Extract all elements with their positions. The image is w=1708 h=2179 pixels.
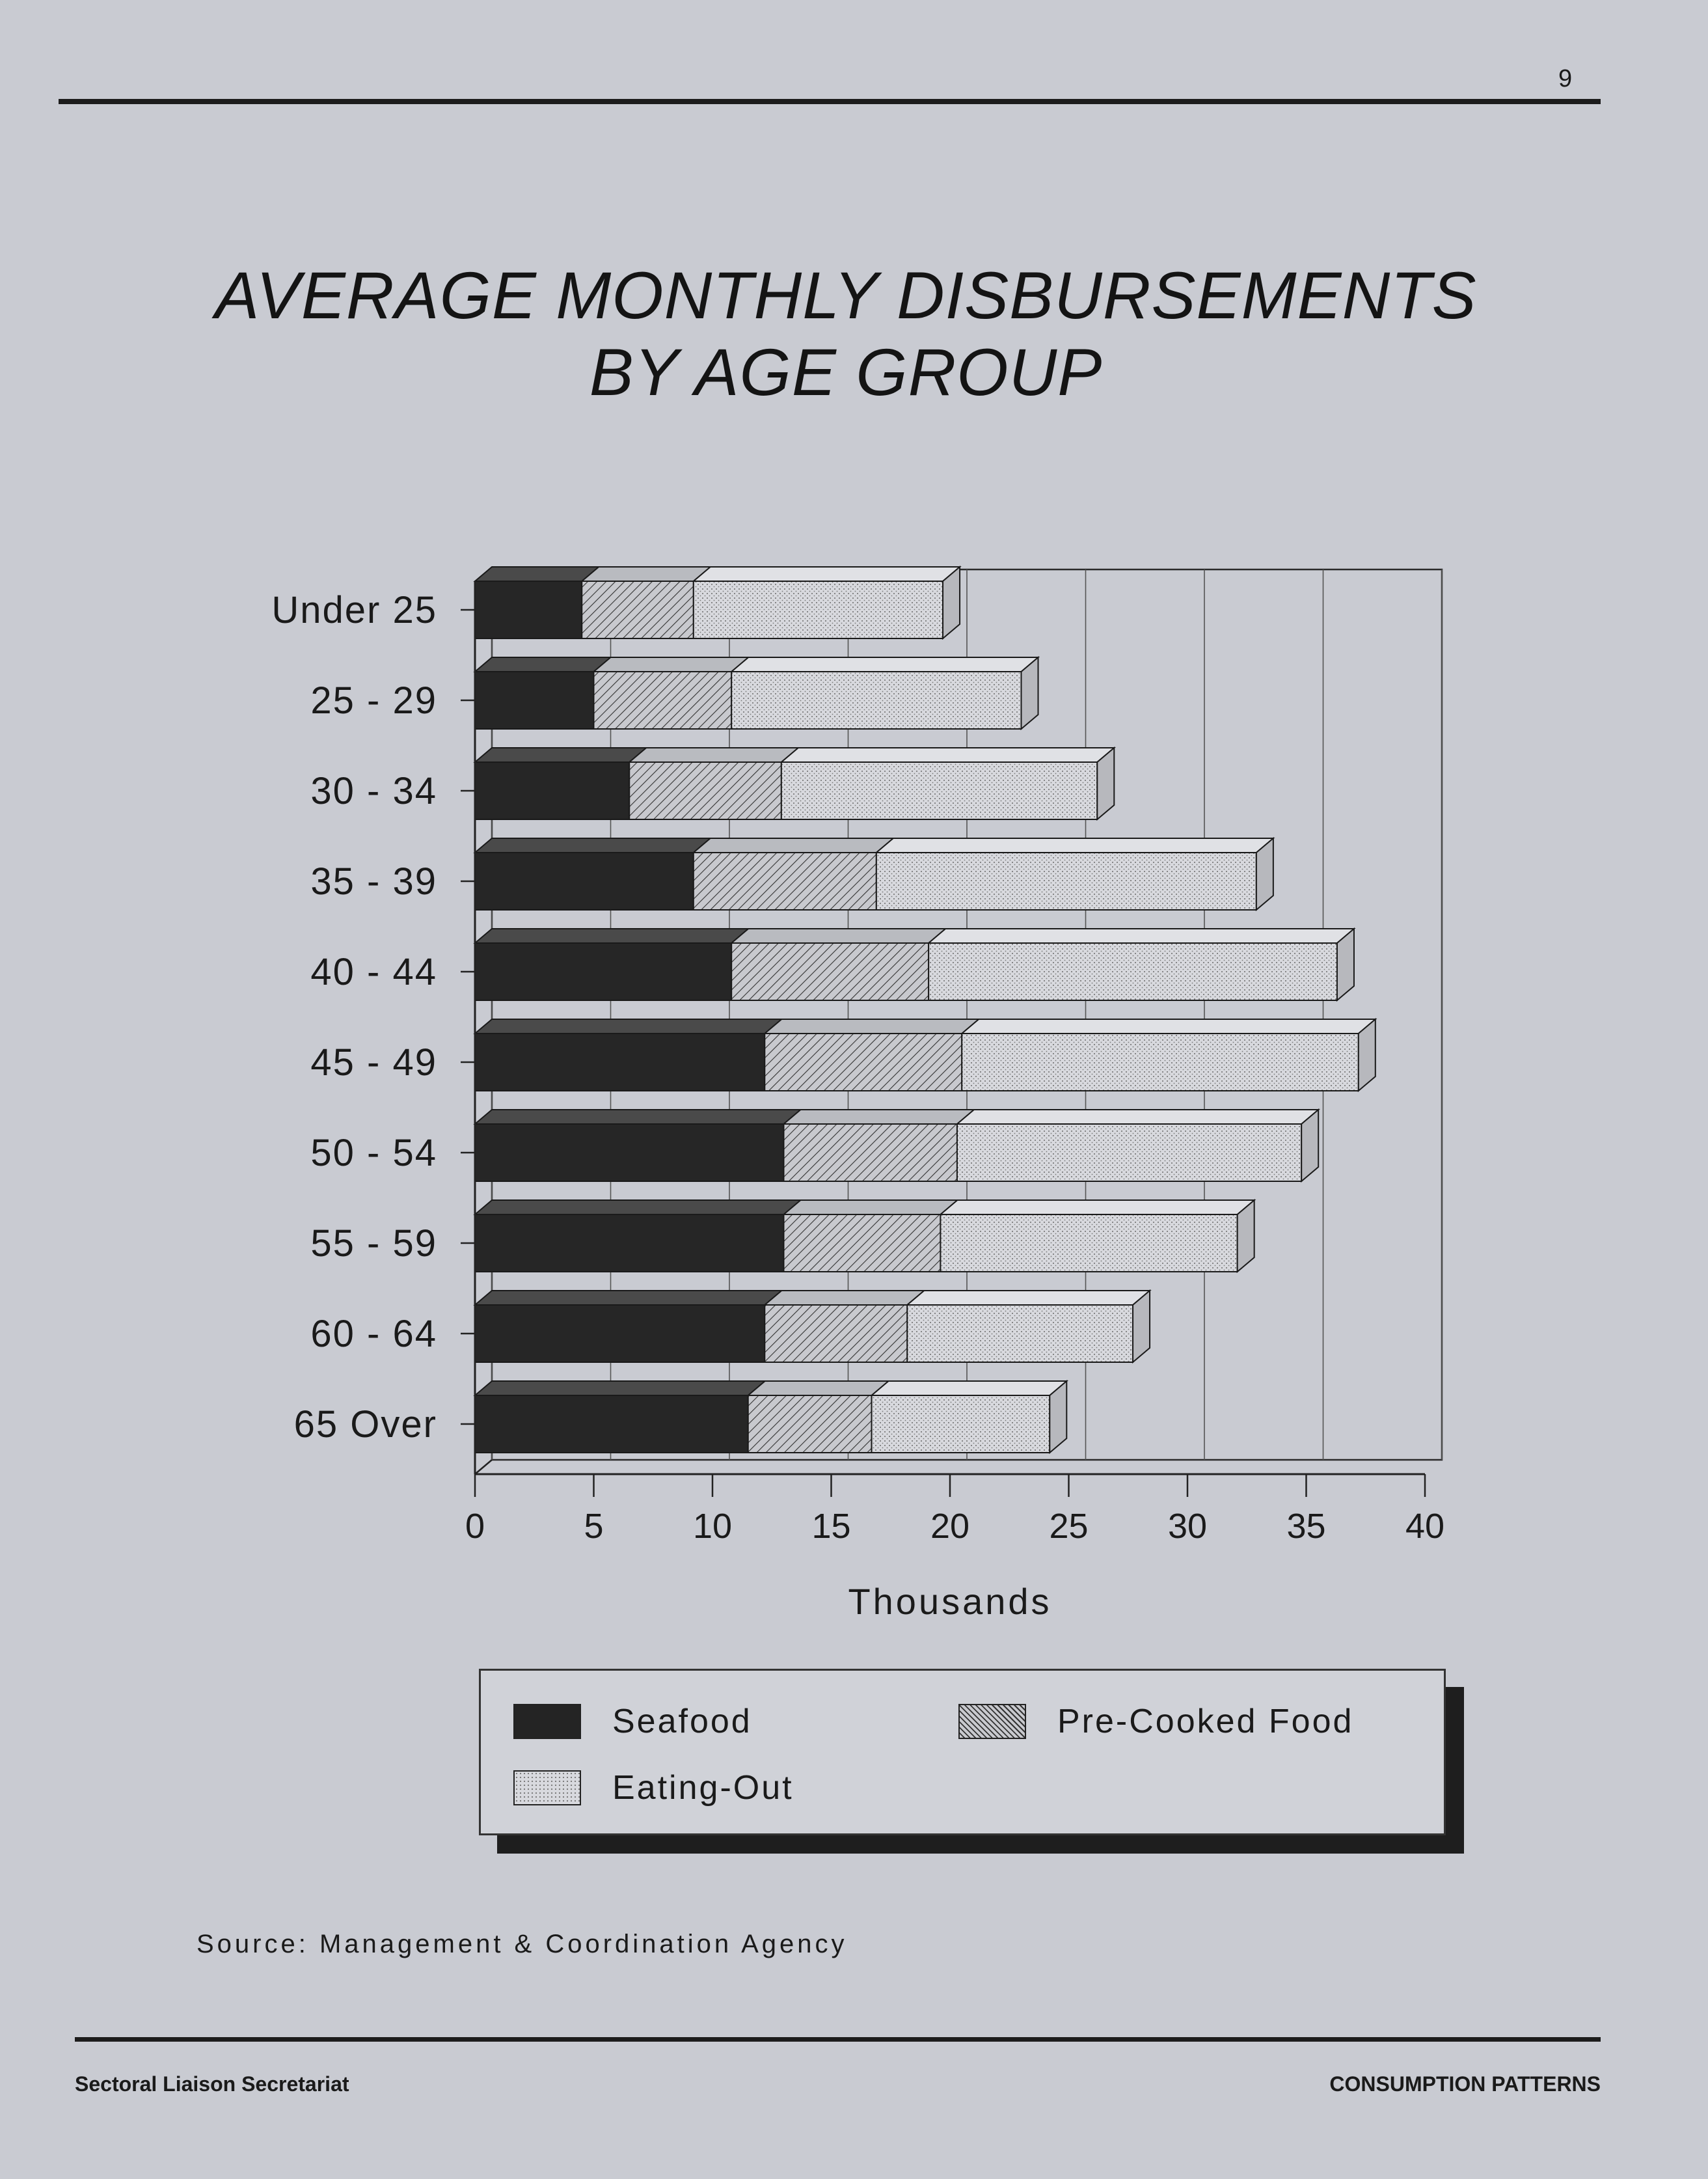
bars-layer: [475, 567, 1376, 1453]
x-tick-label: 5: [584, 1507, 604, 1546]
bar-seafood: [475, 762, 629, 819]
x-tick-label: 25: [1049, 1507, 1089, 1546]
bar-top-seafood: [475, 657, 611, 672]
bar-group: [475, 1019, 1376, 1091]
y-tick-label: 45 - 49: [310, 1041, 437, 1084]
y-tick-label: 65 Over: [293, 1403, 437, 1446]
bar-top-seafood: [475, 838, 711, 853]
bar-top-eating-out: [876, 838, 1273, 853]
y-tick-label: 55 - 59: [310, 1222, 437, 1265]
bar-seafood: [475, 1395, 748, 1453]
bar-top-eating-out: [731, 657, 1038, 672]
bar-top-seafood: [475, 929, 748, 943]
bar-top-seafood: [475, 1381, 765, 1395]
bar-pre-cooked-food: [594, 672, 732, 729]
bar-top-pre-cooked-food: [629, 748, 798, 762]
bar-top-pre-cooked-food: [765, 1291, 924, 1305]
y-tick-label: 30 - 34: [310, 770, 437, 812]
bar-group: [475, 929, 1354, 1000]
bar-eating-out: [940, 1214, 1237, 1272]
bar-top-pre-cooked-food: [694, 838, 893, 853]
bar-eating-out: [781, 762, 1097, 819]
bar-seafood: [475, 1305, 765, 1362]
bar-top-seafood: [475, 1110, 801, 1124]
bar-eating-out: [731, 672, 1021, 729]
bar-pre-cooked-food: [765, 1034, 962, 1091]
bar-top-eating-out: [962, 1019, 1376, 1034]
legend-item-pre-cooked-food: [958, 1702, 1353, 1741]
bar-group: [475, 1291, 1150, 1362]
bar-top-seafood: [475, 1291, 781, 1305]
axis-layer: [271, 581, 1444, 1622]
legend-label-eating-out: Eating-Out: [612, 1769, 794, 1807]
bar-pre-cooked-food: [694, 853, 876, 910]
bar-seafood: [475, 1214, 784, 1272]
footer-rule: [75, 2037, 1601, 2042]
bar-top-seafood: [475, 1019, 781, 1034]
chart-title-line-2: BY AGE GROUP: [589, 335, 1103, 409]
bar-top-pre-cooked-food: [731, 929, 945, 943]
bar-eating-out: [957, 1124, 1301, 1181]
bar-seafood: [475, 853, 694, 910]
legend-item-eating-out: [513, 1768, 794, 1807]
bar-eating-out: [929, 943, 1337, 1000]
bar-pre-cooked-food: [748, 1395, 872, 1453]
bar-pre-cooked-food: [784, 1124, 957, 1181]
bar-group: [475, 567, 960, 638]
bar-group: [475, 748, 1114, 819]
bar-top-pre-cooked-food: [748, 1381, 889, 1395]
bar-top-pre-cooked-food: [784, 1200, 958, 1214]
x-tick-label: 30: [1167, 1507, 1208, 1546]
bar-top-seafood: [475, 567, 599, 581]
bar-top-seafood: [475, 1200, 801, 1214]
bar-pre-cooked-food: [731, 943, 929, 1000]
bar-seafood: [475, 1124, 784, 1181]
bar-top-eating-out: [957, 1110, 1318, 1124]
bar-top-eating-out: [929, 929, 1354, 943]
bar-group: [475, 1110, 1318, 1181]
source-note: Source: Management & Coordination Agency: [197, 1930, 848, 1958]
bar-top-eating-out: [872, 1381, 1067, 1395]
bar-pre-cooked-food: [582, 581, 694, 638]
bar-top-pre-cooked-food: [582, 567, 711, 581]
y-tick-label: 40 - 44: [310, 951, 437, 993]
x-tick-label: 40: [1405, 1507, 1445, 1546]
bar-top-pre-cooked-food: [594, 657, 749, 672]
bar-top-pre-cooked-food: [765, 1019, 979, 1034]
legend-swatch-seafood: [513, 1704, 581, 1739]
bar-pre-cooked-food: [629, 762, 781, 819]
bar-seafood: [475, 581, 582, 638]
footer-right: CONSUMPTION PATTERNS: [1329, 2072, 1601, 2096]
bar-seafood: [475, 672, 594, 729]
bar-top-eating-out: [781, 748, 1114, 762]
footer-left: Sectoral Liaison Secretariat: [75, 2072, 349, 2096]
x-tick-label: 20: [930, 1507, 970, 1546]
x-axis-title: Thousands: [848, 1581, 1052, 1622]
legend-swatch-pre-cooked-food: [958, 1704, 1026, 1739]
bar-top-pre-cooked-food: [784, 1110, 974, 1124]
legend-label-seafood: Seafood: [612, 1703, 752, 1740]
bar-group: [475, 838, 1273, 910]
bar-top-seafood: [475, 748, 646, 762]
legend-label-pre-cooked-food: Pre-Cooked Food: [1057, 1703, 1354, 1740]
y-tick-label: 50 - 54: [310, 1132, 437, 1174]
y-tick-label: Under 25: [271, 589, 437, 631]
y-tick-label: 25 - 29: [310, 679, 437, 722]
bar-eating-out: [876, 853, 1256, 910]
bar-top-eating-out: [694, 567, 960, 581]
bar-pre-cooked-food: [784, 1214, 941, 1272]
bar-group: [475, 1381, 1066, 1453]
bar-eating-out: [907, 1305, 1133, 1362]
legend-item-seafood: [513, 1702, 752, 1741]
bar-group: [475, 657, 1038, 729]
bar-pre-cooked-food: [765, 1305, 907, 1362]
bar-seafood: [475, 1034, 765, 1091]
legend: [479, 1669, 1446, 1835]
y-tick-label: 60 - 64: [310, 1313, 437, 1355]
bar-top-eating-out: [907, 1291, 1150, 1305]
chart-title-line-1: AVERAGE MONTHLY DISBURSEMENTS: [215, 258, 1477, 333]
legend-swatch-eating-out: [513, 1770, 581, 1805]
x-tick-label: 15: [811, 1507, 851, 1546]
floor-edge: [475, 1460, 492, 1474]
x-tick-label: 10: [692, 1507, 733, 1546]
bar-eating-out: [872, 1395, 1050, 1453]
bar-eating-out: [694, 581, 943, 638]
bar-top-eating-out: [940, 1200, 1254, 1214]
page-number: 9: [1558, 65, 1573, 92]
y-tick-label: 35 - 39: [310, 860, 437, 903]
bar-eating-out: [962, 1034, 1359, 1091]
bar-seafood: [475, 943, 731, 1000]
x-tick-label: 0: [465, 1507, 485, 1546]
x-tick-label: 35: [1286, 1507, 1326, 1546]
bar-group: [475, 1200, 1254, 1272]
